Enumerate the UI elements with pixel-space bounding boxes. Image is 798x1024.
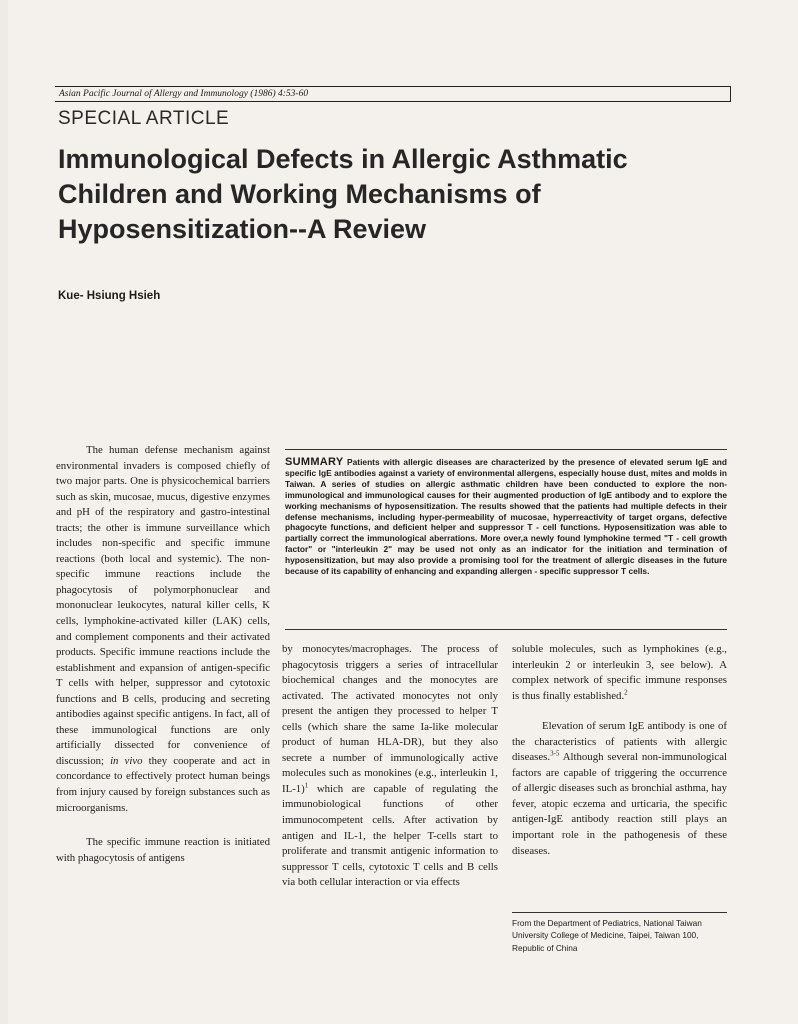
reference-superscript: 1 bbox=[304, 781, 309, 790]
paragraph-monocytes bbox=[282, 642, 498, 891]
journal-citation: Asian Pacific Journal of Allergy and Immunology (1986) 4:53-60 bbox=[55, 86, 731, 102]
reference-superscript: 3-5 bbox=[550, 749, 560, 758]
body-column-3 bbox=[512, 642, 727, 859]
paragraph-text: The human defense mechanism against environmental invaders is composed chiefly of two major parts. One is physicochemical barriers such as skin, mucosae, mucus, digestive enzymes and pH of the respiratory and gastro-intestinal tracts; the other is immune surveillance which includes non-specific and specific immune reactions (both local and systemic). The non-specific immune reactions include the phagocytosis of polymorphonuclear and mononuclear leukocytes, natural killer cells, K cells, lymphokine-activated killer (LAK) cells, and complement components and their activated products. Specific immune reactions include the establishment and expansion of antigen-specific T cells with helper, suppressor and cytotoxic functions and B cells, producing and secreting antibodies against specific antigens. In fact, all of these immunological functions are only artificially dissected for convenience of discussion; bbox=[56, 444, 270, 767]
article-title bbox=[58, 142, 758, 247]
paragraph-specific-immune: The specific immune reaction is initiated with phagocytosis of antigens bbox=[56, 836, 270, 864]
paragraph-defense-mechanism bbox=[56, 443, 270, 816]
summary-text: Patients with allergic diseases are characterized by the presence of elevated serum IgE and specific IgE antibodies against a variety of environmental allergens, especially house dust, mites and molds in Taiwan. A series of studies on allergic asthmatic children have been conducted to explore the non-immunological and immunological causes for their augmented production of IgE antibody and to explore the working mechanisms of hyposensitization. The results showed that the patients had multiple defects in their defense mechanisms, including hyper-permeability of mucosae, hyperreactivity of target organs, defective phagocyte functions, and deficient helper and suppressor T - cell functions. Hyposensitization was able to partially correct the immunological aberrations. More over,a newly found lymphokine termed "T - cell growth factor" or "interleukin 2" may be used not only as an indicator for the initiation and termination of hyposensitization, but may also provide a promising tool for the treatment of allergic diseases in the future because of its capability of enhancing and expanding allergen - specific suppressor T cells. bbox=[285, 457, 727, 577]
summary-abstract bbox=[285, 457, 727, 577]
title-line-2: Children and Working Mechanisms of bbox=[58, 179, 541, 209]
summary-lead: SUMMARY bbox=[285, 456, 344, 468]
footnote-rule bbox=[512, 912, 727, 913]
paragraph-lymphokines bbox=[512, 642, 727, 704]
paragraph-serum-ige bbox=[512, 719, 727, 859]
body-column-1 bbox=[56, 443, 270, 866]
paragraph-text: Elevation of serum IgE antibody is one of the characteristics of patients with allergic diseases. bbox=[512, 720, 727, 764]
paragraph-text: soluble molecules, such as lymphokines (e.g., interleukin 2 or interleukin 3, see below). A complex network of specific immune responses is thus finally established. bbox=[512, 643, 727, 702]
body-column-2 bbox=[282, 642, 498, 891]
title-line-3: Hyposensitization--A Review bbox=[58, 214, 427, 244]
paragraph-text-end: which are capable of regulating the immunobiological functions of other immunocompetent cells. After activation by antigen and IL-1, the helper T-cells start to proliferate and transmit antigenic information to suppressor T cells, cytotoxic T cells and B cells via both cellular interaction or via effects bbox=[282, 782, 498, 889]
italic-in-vivo: in vivo bbox=[110, 754, 143, 767]
paragraph-text-end: they cooperate and act in concordance to effectively protect human beings from injury caused by foreign substances such as microorganisms. bbox=[56, 754, 270, 814]
section-label: SPECIAL ARTICLE bbox=[58, 108, 230, 129]
summary-top-rule bbox=[285, 449, 727, 450]
affiliation-footnote: From the Department of Pediatrics, National Taiwan University College of Medicine, Taipei, Taiwan 100, Republic of China bbox=[512, 918, 702, 953]
paragraph-text: by monocytes/macrophages. The process of phagocytosis triggers a series of intracellular biochemical changes and the monocytes are activated. The activated monocytes not only present the antigen they processed to helper T cells (which share the same Ia-like molecular product of human HLA-DR), but they also secrete a number of immunologically active molecules such as monokines (e.g., interleukin 1, IL-1) bbox=[282, 643, 498, 795]
paragraph-text-end: Although several non-immunological factors are capable of triggering the occurrence of allergic diseases such as bronchial asthma, hay fever, atopic eczema and urticaria, the specific antigen-IgE antibody reaction still plays an important role in the pathogenesis of these diseases. bbox=[512, 751, 727, 857]
summary-bottom-rule bbox=[285, 629, 727, 630]
author-name: Kue- Hsiung Hsieh bbox=[58, 290, 161, 302]
title-line-1: Immunological Defects in Allergic Asthmatic bbox=[58, 144, 628, 174]
reference-superscript: 2 bbox=[624, 688, 628, 697]
